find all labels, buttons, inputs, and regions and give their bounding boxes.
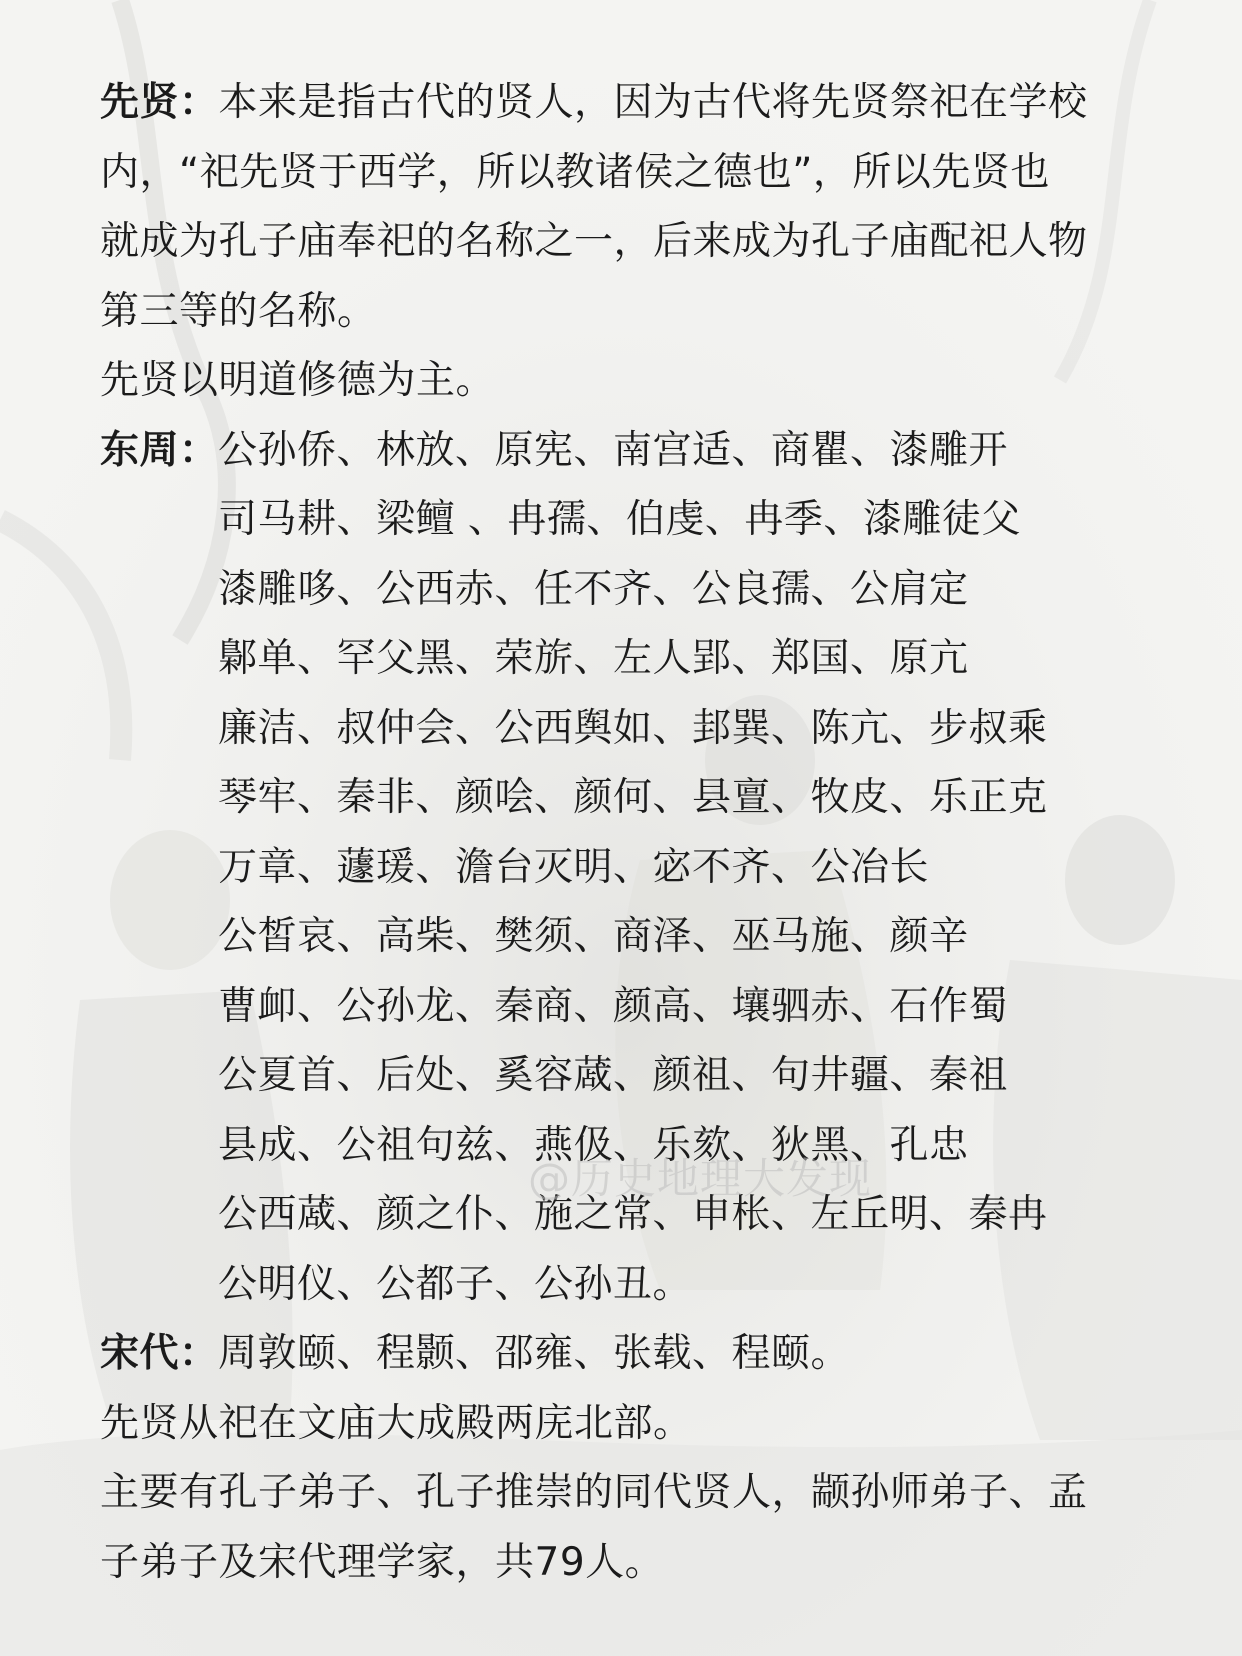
intro-line-4: 第三等的名称。 xyxy=(100,288,377,334)
dongzhou-line-2: 司马耕、梁鳣 、冉孺、伯虔、冉季、漆雕徒父 xyxy=(218,497,1021,542)
dongzhou-line-1 xyxy=(100,416,1160,486)
location-line: 先贤从祀在文庙大成殿两庑北部。 xyxy=(100,1400,693,1446)
dongzhou-label: 东周： xyxy=(100,427,219,473)
dongzhou-line-13: 公明仪、公都子、公孙丑。 xyxy=(218,1261,693,1307)
songdai-names: 周敦颐、程颢、邵雍、张载、程颐。 xyxy=(218,1331,851,1376)
dongzhou-line-6: 琴牢、秦非、颜哙、颜何、县亶、牧皮、乐正克 xyxy=(218,775,1048,820)
dongzhou-line-4: 鄡单、罕父黑、荣旂、左人郢、郑国、原亢 xyxy=(218,636,969,681)
dongzhou-line-8: 公皙哀、高柴、樊须、商泽、巫马施、颜辛 xyxy=(218,914,969,959)
intro-label: 先贤： xyxy=(100,80,219,125)
songdai-line xyxy=(100,1319,1160,1389)
songdai-label: 宋代： xyxy=(100,1331,219,1376)
summary-line-1: 主要有孔子弟子、孔子推崇的同代贤人，颛孙师弟子、孟 xyxy=(100,1470,1088,1515)
watermark: @历史地理大发现 xyxy=(528,1154,873,1203)
principle-line: 先贤以明道修德为主。 xyxy=(100,358,496,403)
dongzhou-line-11: 县成、公祖句兹、燕伋、乐欬、狄黑、孔忠 xyxy=(218,1122,969,1168)
dongzhou-names-1: 公孙侨、林放、原宪、南宫适、商瞿、漆雕开 xyxy=(218,427,1009,473)
intro-line-1 xyxy=(100,68,1160,138)
dongzhou-line-9: 曹卹、公孙龙、秦商、颜高、壤驷赤、石作蜀 xyxy=(218,983,1009,1029)
intro-text-1: 本来是指古代的贤人，因为古代将先贤祭祀在学校 xyxy=(218,80,1088,125)
intro-line-3: 就成为孔子庙奉祀的名称之一，后来成为孔子庙配祀人物 xyxy=(100,219,1088,264)
dongzhou-line-12: 公西蒧、颜之仆、施之常、申枨、左丘明、秦冉 xyxy=(218,1192,1048,1237)
dongzhou-line-5: 廉洁、叔仲会、公西舆如、邽巽、陈亢、步叔乘 xyxy=(218,705,1048,751)
dongzhou-line-3: 漆雕哆、公西赤、任不齐、公良孺、公肩定 xyxy=(218,566,969,612)
summary-line-2: 子弟子及宋代理学家，共79人。 xyxy=(100,1539,665,1585)
intro-line-2: 内，“祀先贤于西学，所以教诸侯之德也”，所以先贤也 xyxy=(100,149,1050,195)
dongzhou-line-7: 万章、蘧瑗、澹台灭明、宓不齐、公冶长 xyxy=(218,844,930,890)
dongzhou-line-10: 公夏首、后处、奚容蒧、颜祖、句井疆、秦祖 xyxy=(218,1053,1009,1098)
article-body xyxy=(100,68,1160,1597)
